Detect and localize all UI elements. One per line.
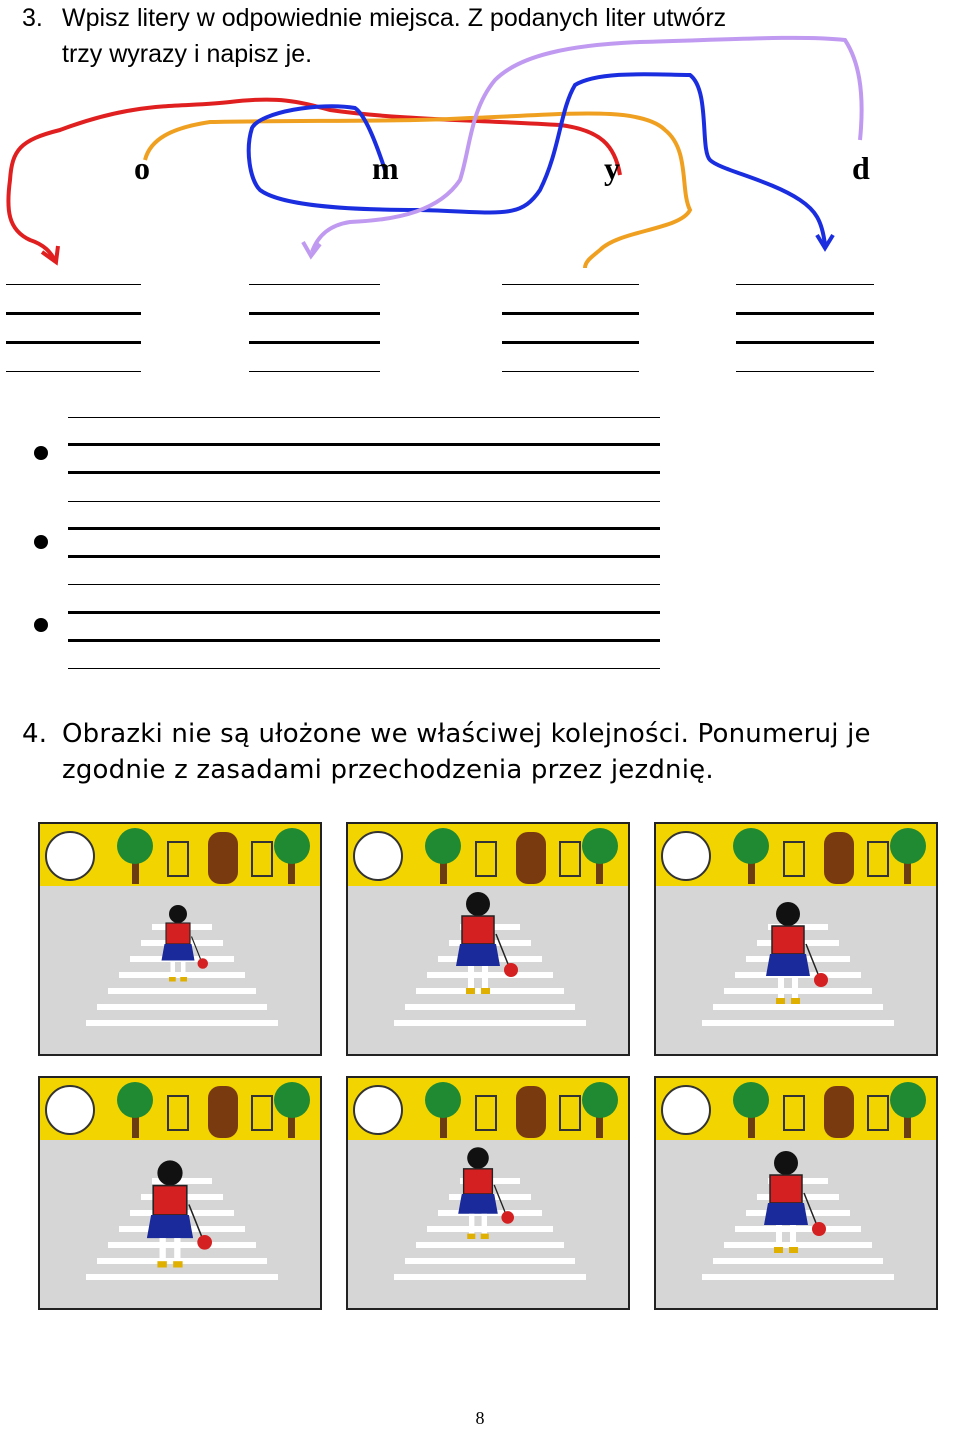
lilac-arrow xyxy=(312,38,862,252)
picture-panel-3[interactable] xyxy=(654,822,938,1056)
letter-slot-1[interactable] xyxy=(6,284,141,374)
picture-panel-2[interactable] xyxy=(346,822,630,1056)
number-circle xyxy=(46,832,94,880)
number-circle xyxy=(354,832,402,880)
bullet-2 xyxy=(34,535,48,549)
task-3-line-1: Wpisz litery w odpowiednie miejsca. Z podanych liter utwórz xyxy=(62,4,727,32)
word-line-1[interactable] xyxy=(68,417,660,507)
number-circle xyxy=(46,1086,94,1134)
letter-d: d xyxy=(852,150,870,186)
page-number: 8 xyxy=(475,1408,485,1428)
task-4-number: 4. xyxy=(22,719,48,749)
picture-panel-1[interactable] xyxy=(38,822,322,1056)
letter-y: y xyxy=(604,150,620,186)
task-3-number: 3. xyxy=(22,4,43,32)
letter-o: o xyxy=(134,150,150,186)
number-circle xyxy=(662,1086,710,1134)
picture-panel-6[interactable] xyxy=(654,1076,938,1310)
bullet-1 xyxy=(34,446,48,460)
letters-row xyxy=(0,150,960,200)
word-line-3[interactable] xyxy=(68,611,660,671)
picture-panel-4[interactable] xyxy=(38,1076,322,1310)
letter-slot-2[interactable] xyxy=(249,284,380,374)
letter-slot-3[interactable] xyxy=(502,284,639,374)
word-line-2[interactable] xyxy=(68,527,660,587)
task-4-line-2: zgodnie z zasadami przechodzenia przez jezdnię. xyxy=(62,755,714,785)
picture-panel-5[interactable] xyxy=(346,1076,630,1310)
task-4-instruction xyxy=(22,716,871,788)
bullet-3 xyxy=(34,618,48,632)
task-3-line-2: trzy wyrazy i napisz je. xyxy=(62,40,313,68)
number-circle xyxy=(662,832,710,880)
task-4-line-1: Obrazki nie są ułożone we właściwej kolejności. Ponumeruj je xyxy=(62,719,871,749)
letter-m: m xyxy=(372,150,399,186)
number-circle xyxy=(354,1086,402,1134)
letter-slot-4[interactable] xyxy=(736,284,874,374)
